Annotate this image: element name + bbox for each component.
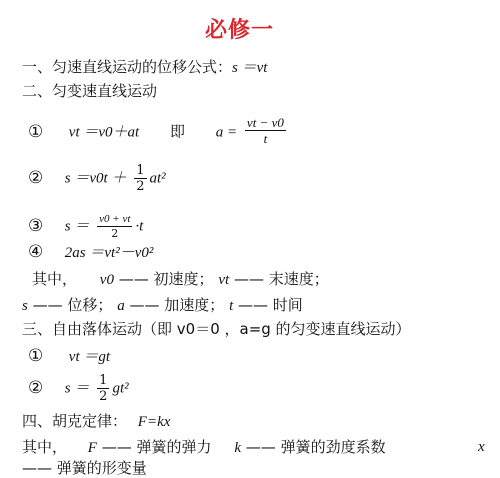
- where-a-symbol: a: [117, 298, 125, 314]
- formula-2: [28, 164, 166, 193]
- formula-1-number: ①: [28, 121, 44, 142]
- hooke-law-formula: F=kx: [137, 414, 171, 430]
- where-hooke-line: [22, 440, 386, 456]
- uniform-motion-formula: s ＝vt: [232, 60, 268, 76]
- where-velocity-qizhong: 其中，: [32, 270, 78, 288]
- where-v0-dash: ——: [118, 270, 149, 288]
- formula-6: [28, 374, 129, 403]
- formula-3-numerator: v0 + vt: [99, 213, 131, 225]
- formula-6-denominator: 2: [99, 389, 108, 404]
- page-title: 必修一: [205, 18, 275, 43]
- formula-5-expression: vt ＝gt: [68, 349, 111, 365]
- where-k-symbol: k: [234, 440, 241, 456]
- formula-2-denominator: 2: [136, 179, 145, 194]
- where-vt-dash: ——: [233, 270, 264, 288]
- formula-3-lhs: s ＝: [64, 218, 90, 235]
- line-free-fall-heading: 三、自由落体运动（即 v0＝0 ，a=g 的匀变速直线运动）: [22, 320, 411, 338]
- formula-3-number: ③: [28, 215, 44, 236]
- where-s-dash: ——: [32, 296, 63, 314]
- uniform-motion-label: 一、匀速直线运动的位移公式：: [22, 58, 233, 76]
- where-a-desc: 加速度；: [164, 296, 225, 314]
- line-variable-motion-heading: 二、匀变速直线运动: [22, 82, 158, 100]
- where-F-symbol: F: [87, 440, 97, 456]
- where-x-dash: ——: [22, 459, 52, 477]
- formula-2-numerator: 1: [136, 163, 145, 178]
- formula-6-rhs: gt²: [112, 380, 129, 397]
- where-t-dash: ——: [238, 296, 269, 314]
- where-a-dash: ——: [129, 296, 160, 314]
- formula-1-a-lhs: a =: [215, 124, 238, 141]
- formula-5: [28, 348, 110, 365]
- formula-1-ji: 即: [169, 122, 185, 141]
- where-hooke-qizhong: 其中，: [22, 438, 68, 456]
- where-F-dash: ——: [101, 438, 132, 456]
- line-hooke-law: [22, 414, 170, 430]
- where-s-desc: 位移；: [67, 296, 113, 314]
- formula-4-expression: 2as ＝vt²－v0²: [64, 245, 154, 261]
- where-s-symbol: s: [22, 298, 28, 314]
- formula-4-number: ④: [28, 242, 44, 262]
- where-displacement-line: [22, 298, 303, 314]
- formula-3-fraction: [97, 214, 132, 239]
- formula-1-lhs: vt ＝v0＋at: [68, 124, 140, 141]
- formula-6-lhs: s ＝: [64, 380, 90, 397]
- formula-5-number: ①: [28, 346, 44, 366]
- formula-6-number: ②: [28, 377, 44, 398]
- where-vt-symbol: vt: [218, 272, 230, 288]
- formula-1-numerator: vt − v0: [246, 115, 284, 130]
- formula-2-lhs: s ＝v0t ＋: [64, 170, 127, 187]
- formula-4: [28, 244, 153, 261]
- formula-2-rhs: at²: [149, 170, 166, 187]
- formula-6-fraction: [97, 374, 109, 403]
- where-v0-symbol: v0: [99, 272, 114, 288]
- where-v0-desc: 初速度；: [153, 270, 214, 288]
- formula-1: [28, 115, 289, 147]
- formula-1-denominator: t: [263, 131, 268, 146]
- hooke-law-label: 四、胡克定律：: [22, 412, 128, 430]
- where-k-desc: 弹簧的劲度系数: [280, 438, 386, 456]
- where-k-dash: ——: [245, 438, 276, 456]
- where-x-desc: 弹簧的形变量: [56, 459, 147, 477]
- formula-1-fraction: [245, 116, 286, 145]
- where-t-desc: 时间: [272, 296, 303, 314]
- where-t-symbol: t: [229, 298, 234, 314]
- formula-2-number: ②: [28, 167, 44, 188]
- formula-3: [28, 214, 143, 239]
- formula-3-denominator: 2: [111, 227, 119, 240]
- formula-6-numerator: 1: [99, 373, 108, 388]
- where-deformation-line: [22, 461, 147, 476]
- where-velocity-line: [32, 272, 329, 288]
- where-x-symbol: x: [478, 439, 485, 455]
- line-uniform-motion: [22, 60, 267, 76]
- formula-2-fraction: [134, 164, 146, 193]
- where-F-desc: 弹簧的弹力: [136, 438, 212, 456]
- formula-3-rhs: ·t: [135, 218, 144, 235]
- where-vt-desc: 末速度；: [268, 270, 329, 288]
